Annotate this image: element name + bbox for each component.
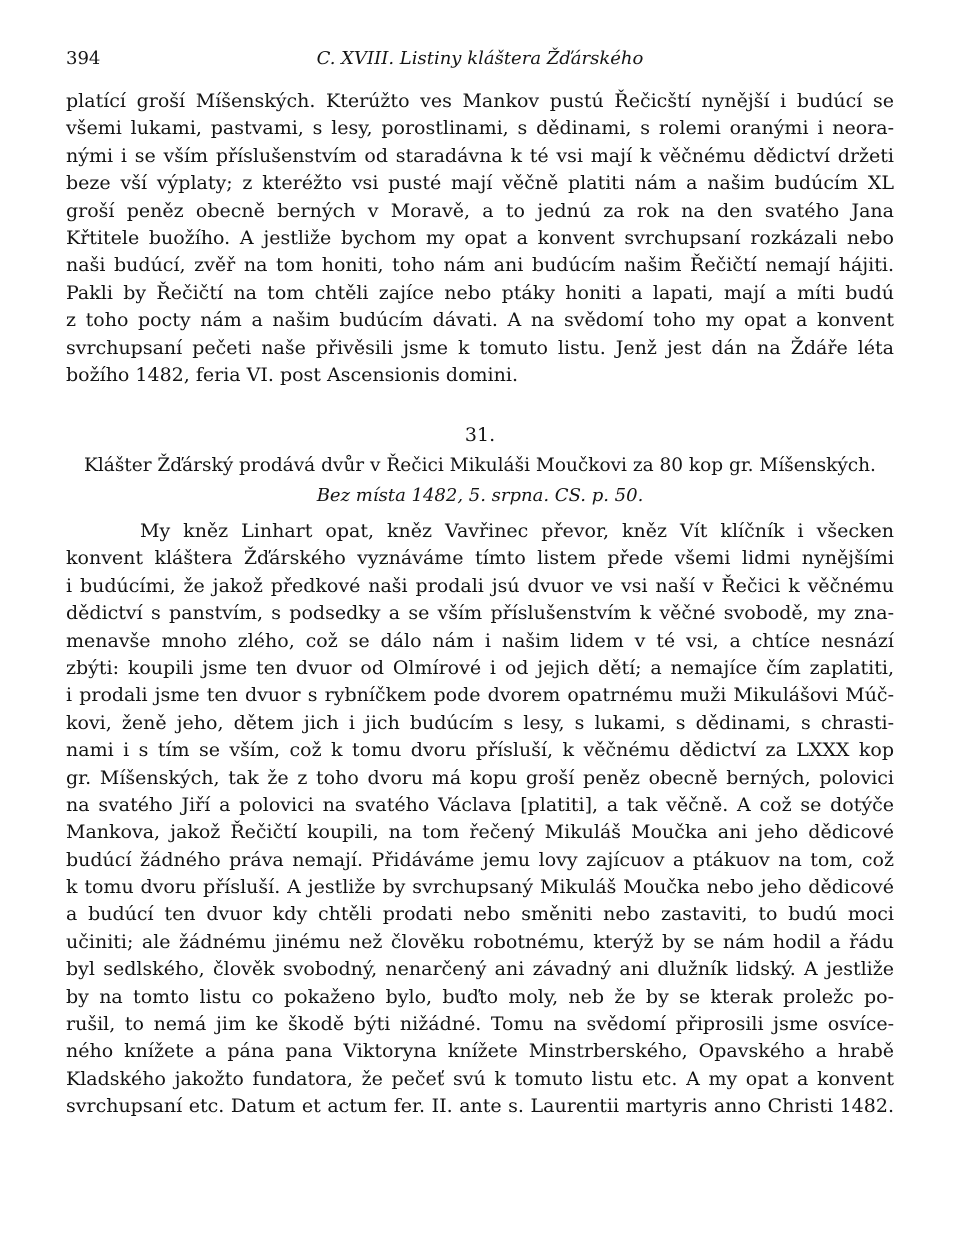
document-body xyxy=(66,518,894,1121)
text-line: k tomu dvoru přísluší. A jestliže by svrchupsaný Mikuláš Moučka nebo jeho dědicové xyxy=(66,876,894,899)
text-line: a budúcí ten dvuor kdy chtěli prodati nebo směniti nebo zastaviti, to budú moci xyxy=(66,903,894,926)
text-line: všemi lukami, pastvami, s lesy, porostlinami, s dědinami, s rolemi oranými i neora- xyxy=(66,117,894,140)
text-line: nami i s tím se vším, což k tomu dvoru přísluší, k věčnému dědictví za LXXX kop xyxy=(66,739,894,762)
text-line: zbýti: koupili jsme ten dvuor od Olmírové i od jejich dětí; a nemajíce čím zaplatiti, xyxy=(66,656,894,679)
text-line: nými i se vším příslušenstvím od staradávna k té vsi mají k věčnému dědictví držeti xyxy=(66,144,894,167)
text-line: platící groší Míšenských. Kterúžto ves Mankov pustú Řečicští nynější i budúcí se xyxy=(66,90,894,112)
text-line: rušil, to nemá jim ke škodě býti nižádné. Tomu na svědomí připrosili jsme osvíce- xyxy=(66,1013,894,1036)
text-line: Pakli by Řečičtí na tom chtěli zajíce nebo ptáky honiti a lapati, mají a míti budú xyxy=(66,281,894,304)
text-line: groší peněz obecně berných v Moravě, a to jednú za rok na den svatého Jana xyxy=(66,199,894,222)
text-line: z toho pocty nám a našim budúcím dávati. A na svědomí toho my opat a konvent xyxy=(66,309,894,332)
text-line: kovi, ženě jeho, dětem jich i jich budúcím s lesy, s lukami, s dědinami, s chrasti- xyxy=(66,711,894,734)
text-line: naši budúcí, zvěř na tom honiti, toho nám ani budúcím našim Řečičtí nemají hájiti. xyxy=(66,254,894,277)
text-line: My kněz Linhart opat, kněz Vavřinec převor, kněz Vít klíčník i všecken xyxy=(140,520,894,542)
page-header xyxy=(66,44,894,74)
text-line: Kladského jakožto fundatora, že pečeť svú k tomuto listu etc. A my opat a konvent xyxy=(66,1067,894,1090)
text-line: beze vší výplaty; z kteréžto vsi pusté mají věčně platiti nám a našim budúcím XL xyxy=(66,172,894,195)
text-line: budúcí žádného práva nemají. Přidáváme jemu lovy zajícuov a ptákuov na tom, což xyxy=(66,848,894,871)
text-line: i prodali jsme ten dvuor s rybníčkem pode dvorem opatrnému muži Mikulášovi Múč- xyxy=(66,684,894,707)
text-line: Mankova, jakož Řečičtí koupili, na tom řečený Mikuláš Moučka ani jeho dědicové xyxy=(66,821,894,844)
document-dating: Bez místa 1482, 5. srpna. CS. p. 50. xyxy=(316,485,644,506)
running-title: C. XVIII. Listiny kláštera Žďárského xyxy=(316,48,644,69)
text-line: božího 1482, feria VI. post Ascensionis domini. xyxy=(66,363,518,386)
text-line: dědictví s panstvím, s podsedky a se vším příslušenstvím k věčné svobodě, my zna- xyxy=(66,602,894,625)
text-line: Křtitele buožího. A jestliže bychom my opat a konvent svrchupsaní rozkázali nebo xyxy=(66,226,894,249)
text-line: byl sedlského, člověk svobodný, nenarčený ani závadný ani dlužník lidský. A jestliže xyxy=(66,958,894,981)
text-line: menavše mnoho zlého, což se dálo nám i našim lidem v té vsi, a chtíce nesnází xyxy=(66,629,894,652)
text-line: konvent kláštera Žďárského vyznáváme tímto listem přede všemi lidmi nynějšími xyxy=(66,547,894,570)
text-line: i budúcími, že jakož předkové naši prodali jsú dvuor ve vsi naší v Řečici k věčnému xyxy=(66,574,894,597)
text-line: ného knížete a pána pana Viktoryna knížete Minstrberského, Opavského a hrabě xyxy=(66,1040,894,1063)
document-summary: Klášter Žďárský prodává dvůr v Řečici Mikuláši Moučkovi za 80 kop gr. Míšenských. xyxy=(84,455,876,476)
text-line: svrchupsaní etc. Datum et actum fer. II. ante s. Laurentii martyris anno Christi 1482. xyxy=(66,1095,894,1118)
text-line: by na tomto listu co pokaženo bylo, buďto moly, neb že by se kterak proležc po- xyxy=(66,985,894,1008)
text-line: učiniti; ale žádnému jinému než člověku robotnému, kterýž by se nám hodil a řádu xyxy=(66,930,894,953)
previous-document-text xyxy=(66,88,894,389)
text-line: gr. Míšenských, tak že z toho dvoru má kopu groší peněz obecně berných, polovici xyxy=(66,766,894,789)
text-line: svrchupsaní pečeti naše přivěsili jsme k tomuto listu. Jenž jest dán na Ždáře léta xyxy=(66,336,894,359)
document-number: 31. xyxy=(464,424,496,446)
text-line: na svatého Jiří a polovici na svatého Václava [platiti], a tak věčně. A což se dotýče xyxy=(66,793,894,816)
page-number: 394 xyxy=(66,48,101,69)
